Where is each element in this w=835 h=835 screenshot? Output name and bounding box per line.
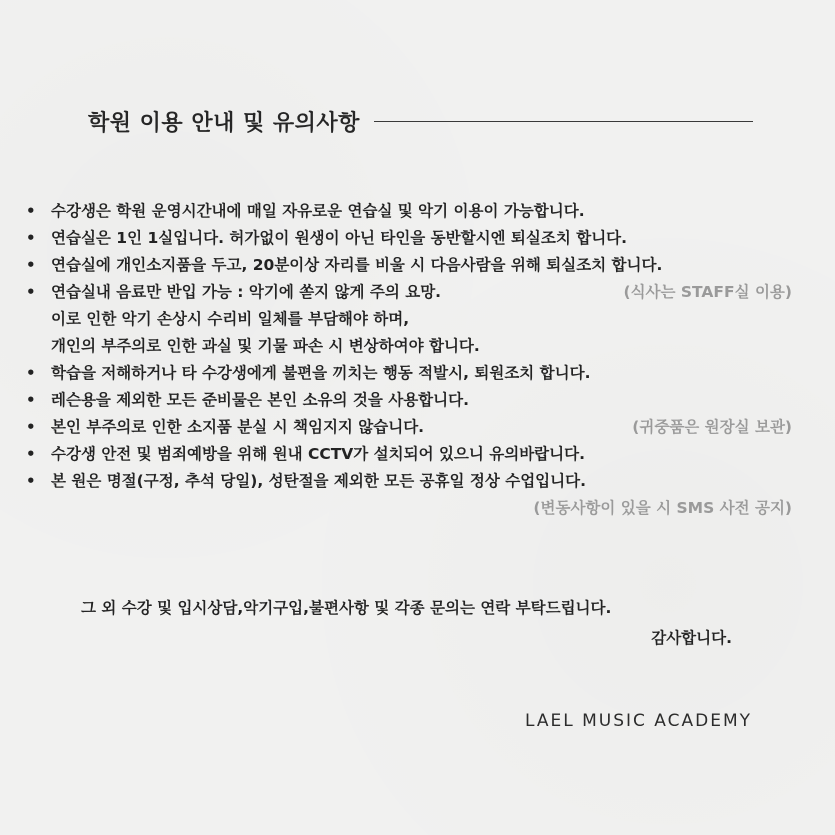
notice-continuation-text: 개인의 부주의로 인한 과실 및 기물 파손 시 변상하여야 합니다.: [51, 337, 480, 355]
notice-extra-note-line: [26, 495, 816, 522]
notice-text: 연습실에 개인소지품을 두고, 20분이상 자리를 비울 시 다음사람을 위해 퇴실조치 합니다.: [51, 256, 663, 274]
notice-list: [26, 198, 816, 522]
notice-text: 레슨용을 제외한 모든 준비물은 본인 소유의 것을 사용합니다.: [51, 391, 469, 409]
bullet-icon: •: [26, 445, 36, 463]
notice-item: [26, 414, 816, 441]
notice-text: 학습을 저해하거나 타 수강생에게 불편을 끼치는 행동 적발시, 퇴원조치 합니다.: [51, 364, 591, 382]
notice-text: 본인 부주의로 인한 소지품 분실 시 책임지지 않습니다.: [51, 418, 425, 436]
bullet-icon: •: [26, 418, 36, 436]
notice-continuation-text: 이로 인한 악기 손상시 수리비 일체를 부담해야 하며,: [51, 310, 410, 328]
notice-item: [26, 387, 816, 414]
notice-continuation-line: [26, 333, 816, 360]
bullet-icon: •: [26, 391, 36, 409]
bullet-icon: •: [26, 364, 36, 382]
bullet-icon: •: [26, 283, 36, 301]
brand-name: LAEL MUSIC ACADEMY: [524, 711, 752, 731]
notice-text: 수강생 안전 및 범죄예방을 위해 원내 CCTV가 설치되어 있으니 유의바랍니다.: [51, 445, 585, 463]
bullet-icon: •: [26, 256, 36, 274]
title-divider-line: [374, 121, 753, 122]
notice-item: [26, 441, 816, 468]
bullet-icon: •: [26, 202, 36, 220]
notice-item: [26, 360, 816, 387]
notice-continuation-line: [26, 306, 816, 333]
notice-item: [26, 279, 816, 306]
notice-item: [26, 252, 816, 279]
footer-thanks-text: 감사합니다.: [651, 629, 732, 647]
notice-item: [26, 468, 816, 495]
notice-text: 수강생은 학원 운영시간내에 매일 자유로운 연습실 및 악기 이용이 가능합니다.: [51, 202, 585, 220]
page-title: 학원 이용 안내 및 유의사항: [88, 110, 360, 136]
notice-item: [26, 225, 816, 252]
notice-text: 본 원은 명절(구정, 추석 당일), 성탄절을 제외한 모든 공휴일 정상 수업입니다.: [51, 472, 586, 490]
notice-text: 연습실내 음료만 반입 가능 : 악기에 쏟지 않게 주의 요망.: [51, 283, 442, 301]
title-row: [88, 104, 753, 138]
notice-note: (귀중품은 원장실 보관): [632, 418, 792, 436]
footer-inquiry-text: 그 외 수강 및 입시상담,악기구입,불편사항 및 각종 문의는 연락 부탁드립니다.: [81, 599, 612, 617]
notice-extra-note: (변동사항이 있을 시 SMS 사전 공지): [533, 499, 792, 517]
bullet-icon: •: [26, 229, 36, 247]
bullet-icon: •: [26, 472, 36, 490]
notice-note: (식사는 STAFF실 이용): [623, 283, 792, 301]
notice-item: [26, 198, 816, 225]
notice-text: 연습실은 1인 1실입니다. 허가없이 원생이 아닌 타인을 동반할시엔 퇴실조치 합니다.: [51, 229, 628, 247]
